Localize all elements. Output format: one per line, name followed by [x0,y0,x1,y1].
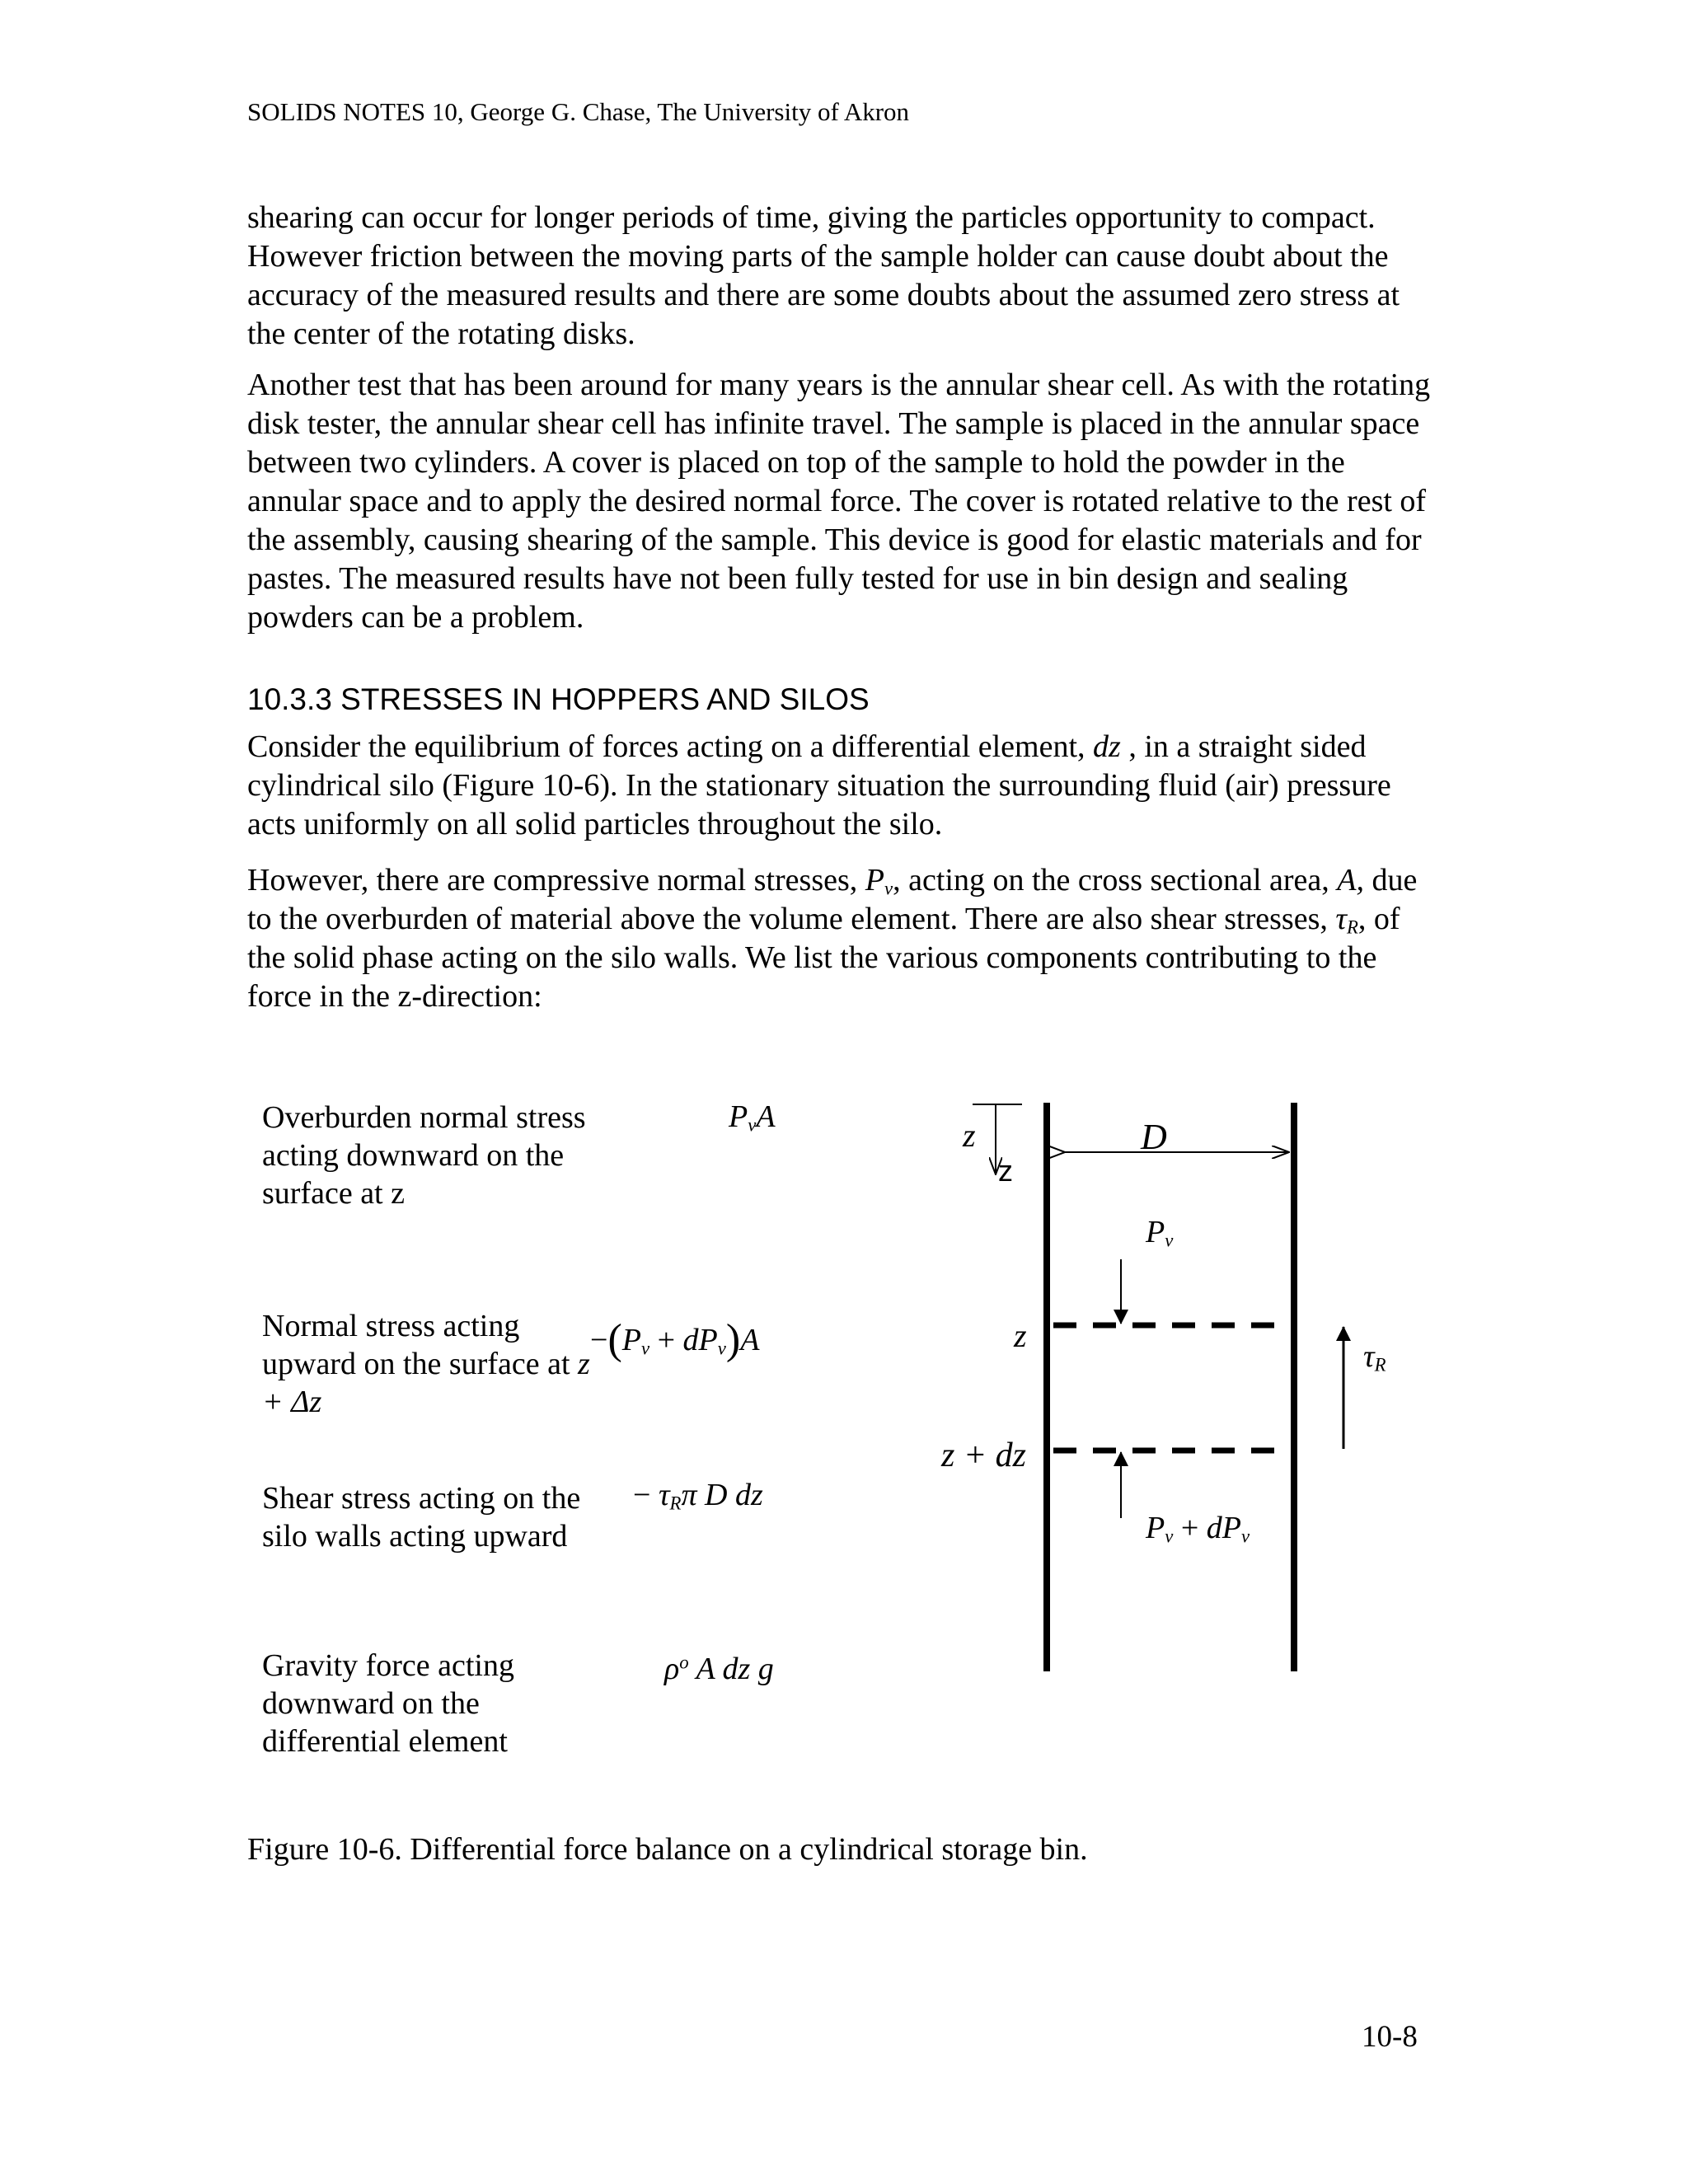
expr-gravity: $\rho^o$ A dz g [664,1652,774,1686]
force-label-normal-upward: Normal stress acting upward on the surface at z + Δz [262,1309,590,1419]
diagram-z-level-label: z [1014,1317,1027,1354]
force-label-shear: Shear stress acting on the silo walls acting upward [262,1481,581,1554]
diagram-tau-label: $\tau_R$ [1363,1339,1386,1376]
paragraph-2: Another test that has been around for many years is the annular shear cell. As with the rotating disk tester, the annular shear cell has infinite travel. The sample is placed in the annular space between two cylinders. A cover is placed on top of the sample to hold the powder in the annular space and to apply the desired normal force. The cover is rotated relative to the rest of the assembly, causing shearing of the sample. This device is good for elastic materials and for pastes. The measured results have not been fully tested for use in bin design and sealing powders can be a problem. [247,368,1431,635]
diagram-pv-bottom-label: $P_v + dP_v$ [1146,1511,1250,1547]
force-label-gravity: Gravity force acting downward on the differential element [262,1648,514,1759]
section-title: 10.3.3 STRESSES IN HOPPERS AND SILOS [247,682,870,716]
expr-overburden: $P_vA$ [729,1099,776,1136]
diagram-z-dz-level-label: z + dz [941,1436,1027,1474]
diagram-z-direction-label: z [998,1154,1013,1188]
expr-normal-upward: $-(P_v + dP_v)A$ [590,1316,760,1363]
paragraph-4: However, there are compressive normal stresses, $P_v$, acting on the cross sectional area, A, due to the overburden of material above the volume element. There are also shear stresses, $\tau_R$, of the solid phase acting on the silo walls. We list the various components contributing to the force in the z-direction: [247,863,1418,1014]
diagram-pv-top-label: $P_v$ [1146,1215,1174,1251]
paragraph-1: shearing can occur for longer periods of time, giving the particles opportunity to compact. However friction between the moving parts of the sample holder can cause doubt about the accuracy of the measured results and there are some doubts about the assumed zero stress at the center of the rotating disks. [247,200,1400,351]
force-label-overburden: Overburden normal stress acting downward on the surface at z [262,1100,586,1211]
diagram-diameter-label: D [1141,1117,1167,1157]
expr-shear: − $\tau_R\pi$ D dz [633,1478,763,1514]
paragraph-3: Consider the equilibrium of forces acting on a differential element, dz , in a straight sided cylindrical silo (Figure 10-6). In the stationary situation the surrounding fluid (air) pressure acts uniformly on all solid particles throughout the silo. [247,729,1391,841]
running-head: SOLIDS NOTES 10, George G. Chase, The University of Akron [247,97,910,126]
figure-caption: Figure 10-6. Differential force balance on a cylindrical storage bin. [247,1832,1088,1867]
page-number: 10-8 [1362,2020,1418,2054]
diagram-z-axis-label: z [963,1117,976,1154]
